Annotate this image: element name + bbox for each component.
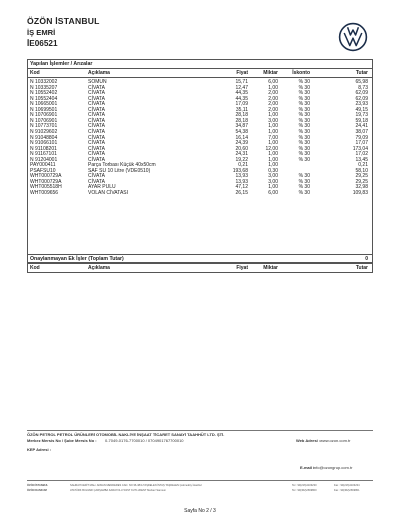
row-discount: % 30 [298,128,310,135]
email-label: E-mail : [300,465,315,470]
row-price: 28,18 [235,117,248,124]
row-quantity: 1,00 [268,151,278,158]
row-total: 13,45 [355,156,368,163]
unapproved-header-code: Kod [30,265,40,271]
row-price: 26,15 [235,190,248,196]
email-value: info@ozongrup.com.tr [313,465,353,470]
row-description: CİVATA [88,106,105,113]
row-total: 24,41 [355,123,368,130]
row-total: 8,73 [358,84,368,91]
row-discount: % 30 [298,178,310,185]
row-discount: % 30 [298,123,310,130]
unapproved-total: 0 [365,256,368,262]
mersis-label: Merkez Mersis No / Şube Mersis No : [27,438,97,443]
branch-address: ATATÜRK BULVARI ÇARŞAMBA KARAYOLU 5/2ST KUTLUKENT Merkez Samsun [70,489,166,492]
column-header-code: Kod [30,70,40,76]
row-code: N 91108201 [30,145,57,152]
row-discount: % 30 [298,117,310,124]
row-total: 29,25 [355,178,368,185]
row-quantity: 7,00 [268,134,278,141]
row-quantity: 1,00 [268,123,278,130]
row-code: PAY000411 [30,162,56,169]
unapproved-title: Onaylanmayan Ek İşler (Toplam Tutar) [30,256,124,262]
work-order-label: İŞ EMRİ [27,28,56,37]
row-quantity: 1,00 [268,112,278,119]
unapproved-header-total: Tutar [355,265,368,271]
row-discount: % 30 [298,84,310,91]
row-price: 35,11 [235,106,248,113]
row-code: WHT009656 [30,190,59,196]
row-discount: % 30 [298,95,310,102]
footer-company-full: ÖZÖN PETROL PETROL ÜRÜNLERİ OTOMOBİL NAKLİYE İNŞAAT TİCARET SANAYİ TAAHHÜT LTD. ŞTİ. [27,432,225,437]
row-total: 49,15 [355,106,368,113]
row-price: 0,21 [238,162,248,169]
row-quantity: 1,00 [268,184,278,191]
row-code: N 91048804 [30,134,58,141]
row-code: N 91167101 [30,151,57,158]
branch-name: ÖZÖN İSTANBUL [27,484,49,487]
row-price: 44,35 [235,95,248,102]
row-discount: % 30 [298,101,310,108]
row-discount: % 30 [298,134,310,141]
company-name: ÖZÖN İSTANBUL [27,16,100,26]
row-description: Parça Torbası Küçük 40x50cm [88,162,156,169]
row-code: PSAFSU10 [30,167,56,174]
row-total: 29,25 [355,173,368,180]
row-total: 38,07 [355,128,368,135]
row-code: N 10552402 [30,90,58,97]
row-discount: % 30 [298,190,310,196]
row-price: 20,60 [235,145,248,152]
mersis-value: 0-7049-0176-7700010 / 0704901767700010 [105,438,184,443]
row-description: CİVATA [88,145,105,152]
row-description: SAF SU 10 Litre (VDE0510) [88,167,151,174]
operations-panel [27,59,373,263]
row-description: CİVATA [88,134,105,141]
row-description: CİVATA [88,151,105,158]
row-total: 0,21 [358,162,368,169]
row-total: 32,98 [355,184,368,191]
row-code: N 10706901 [30,117,58,124]
row-total: 23,93 [355,101,368,108]
row-discount: % 30 [298,140,310,147]
row-description: CİVATA [88,128,105,135]
row-price: 28,18 [235,112,248,119]
row-quantity: 2,00 [268,106,278,113]
row-description: AYAR PULU [88,184,116,191]
row-description: CİVATA [88,117,105,124]
unapproved-header-quantity: Miktar [263,265,278,271]
row-quantity: 1,00 [268,84,278,91]
row-description: CİVATA [88,156,105,163]
row-price: 15,71 [235,79,248,85]
operations-title: Yapılan İşlemler / Arızalar [30,61,93,67]
row-code: N 10665001 [30,101,58,108]
row-description: CİVATA [88,90,105,97]
row-total: 17,07 [355,140,368,147]
row-price: 16,14 [235,134,248,141]
row-total: 59,18 [355,117,368,124]
row-description: CİVATA [88,123,105,130]
row-quantity: 12,00 [265,145,278,152]
row-discount: % 30 [298,156,310,163]
row-price: 17,09 [235,101,248,108]
branch-phone: Tel : 90(216)4103230 [292,484,317,487]
row-total: 173,04 [352,145,368,152]
row-total: 109,83 [352,190,368,196]
row-price: 44,35 [235,90,248,97]
row-total: 65,98 [355,79,368,85]
row-quantity: 3,00 [268,173,278,180]
row-discount: % 30 [298,184,310,191]
row-price: 47,12 [235,184,248,191]
row-price: 54,38 [235,128,248,135]
branch-phone: Tel : 90(362)2669800 [292,489,317,492]
row-discount: % 30 [298,112,310,119]
row-price: 13,93 [235,173,248,180]
row-price: 19,22 [235,156,248,163]
row-code: WHT000729A [30,173,62,180]
row-code: N 10552404 [30,95,58,102]
row-discount: % 30 [298,79,310,85]
branch-name: ÖZÖN DANKUM [27,489,47,492]
column-header-description: Açıklama [88,70,110,76]
volkswagen-logo-icon [338,22,368,52]
row-code: N 10773701 [30,123,58,130]
row-quantity: 6,00 [268,79,278,85]
row-code: WHT000729A [30,178,62,185]
row-code: N 10335207 [30,84,58,91]
row-total: 58,10 [355,167,368,174]
row-total: 79,09 [355,134,368,141]
row-description: VOLAN CİVATASI [88,190,129,196]
row-quantity: 3,00 [268,178,278,185]
branch-fax: Fax : 90(362)2669801 [334,489,360,492]
row-quantity: 1,00 [268,156,278,163]
row-quantity: 2,00 [268,101,278,108]
row-total: 62,09 [355,95,368,102]
row-price: 13,93 [235,178,248,185]
row-price: 24,31 [235,151,248,158]
row-code: N 91204001 [30,156,58,163]
row-description: CİVATA [88,84,105,91]
row-description: CİVATA [88,140,105,147]
row-price: 34,87 [235,123,248,130]
row-description: CİVATA [88,101,105,108]
row-code: N 10706901 [30,112,58,119]
column-header-discount: İskonto [292,70,310,76]
row-description: CİVATA [88,173,105,180]
branch-address: SAHRAYICEDİT MAH. ADNAN MENDERES CAD. NO:36-38/A TAŞDELEN İNTAŞ TAŞDELEN Çekmeköy İstanbul [70,484,202,487]
operations-header-divider [28,77,372,78]
row-discount: % 30 [298,90,310,97]
unapproved-panel [27,254,373,273]
row-total: 19,73 [355,112,368,119]
row-code: N 10332002 [30,79,58,85]
branches-divider [27,480,373,481]
column-header-total: Tutar [355,70,368,76]
row-discount: % 30 [298,106,310,113]
row-description: CİVATA [88,112,105,119]
row-quantity: 0,30 [268,167,278,174]
unapproved-title-divider [28,263,372,264]
row-code: N 10699501 [30,106,58,113]
website-value: www.ozon.com.tr [320,438,351,443]
row-discount: % 30 [298,173,310,180]
row-price: 24,39 [235,140,248,147]
column-header-price: Fiyat [236,70,248,76]
row-code: N 91029602 [30,128,58,135]
row-quantity: 3,00 [268,117,278,124]
row-discount: % 30 [298,145,310,152]
row-quantity: 2,00 [268,95,278,102]
row-description: CİVATA [88,178,105,185]
row-discount: % 30 [298,151,310,158]
row-quantity: 1,00 [268,162,278,169]
kep-label: KEP Adresi : [27,447,52,452]
row-total: 62,09 [355,90,368,97]
row-price: 12,47 [235,84,248,91]
order-number: İE06521 [27,39,58,48]
row-price: 193,68 [232,167,248,174]
branch-fax: Fax : 90(216)4103234 [334,484,360,487]
unapproved-header-description: Açıklama [88,265,110,271]
row-quantity: 1,00 [268,140,278,147]
operations-title-divider [28,68,372,69]
row-quantity: 2,00 [268,90,278,97]
row-quantity: 1,00 [268,128,278,135]
page-number: Sayfa No 2 / 3 [184,508,216,514]
row-quantity: 6,00 [268,190,278,196]
footer-divider [27,430,373,431]
column-header-quantity: Miktar [263,70,278,76]
row-description: CİVATA [88,95,105,102]
row-description: SOMUN [88,79,107,85]
row-code: N 91066101 [30,140,58,147]
unapproved-header-price: Fiyat [236,265,248,271]
row-code: WHT005518H [30,184,62,191]
row-total: 17,02 [355,151,368,158]
website-label: Web Adresi : [296,438,321,443]
